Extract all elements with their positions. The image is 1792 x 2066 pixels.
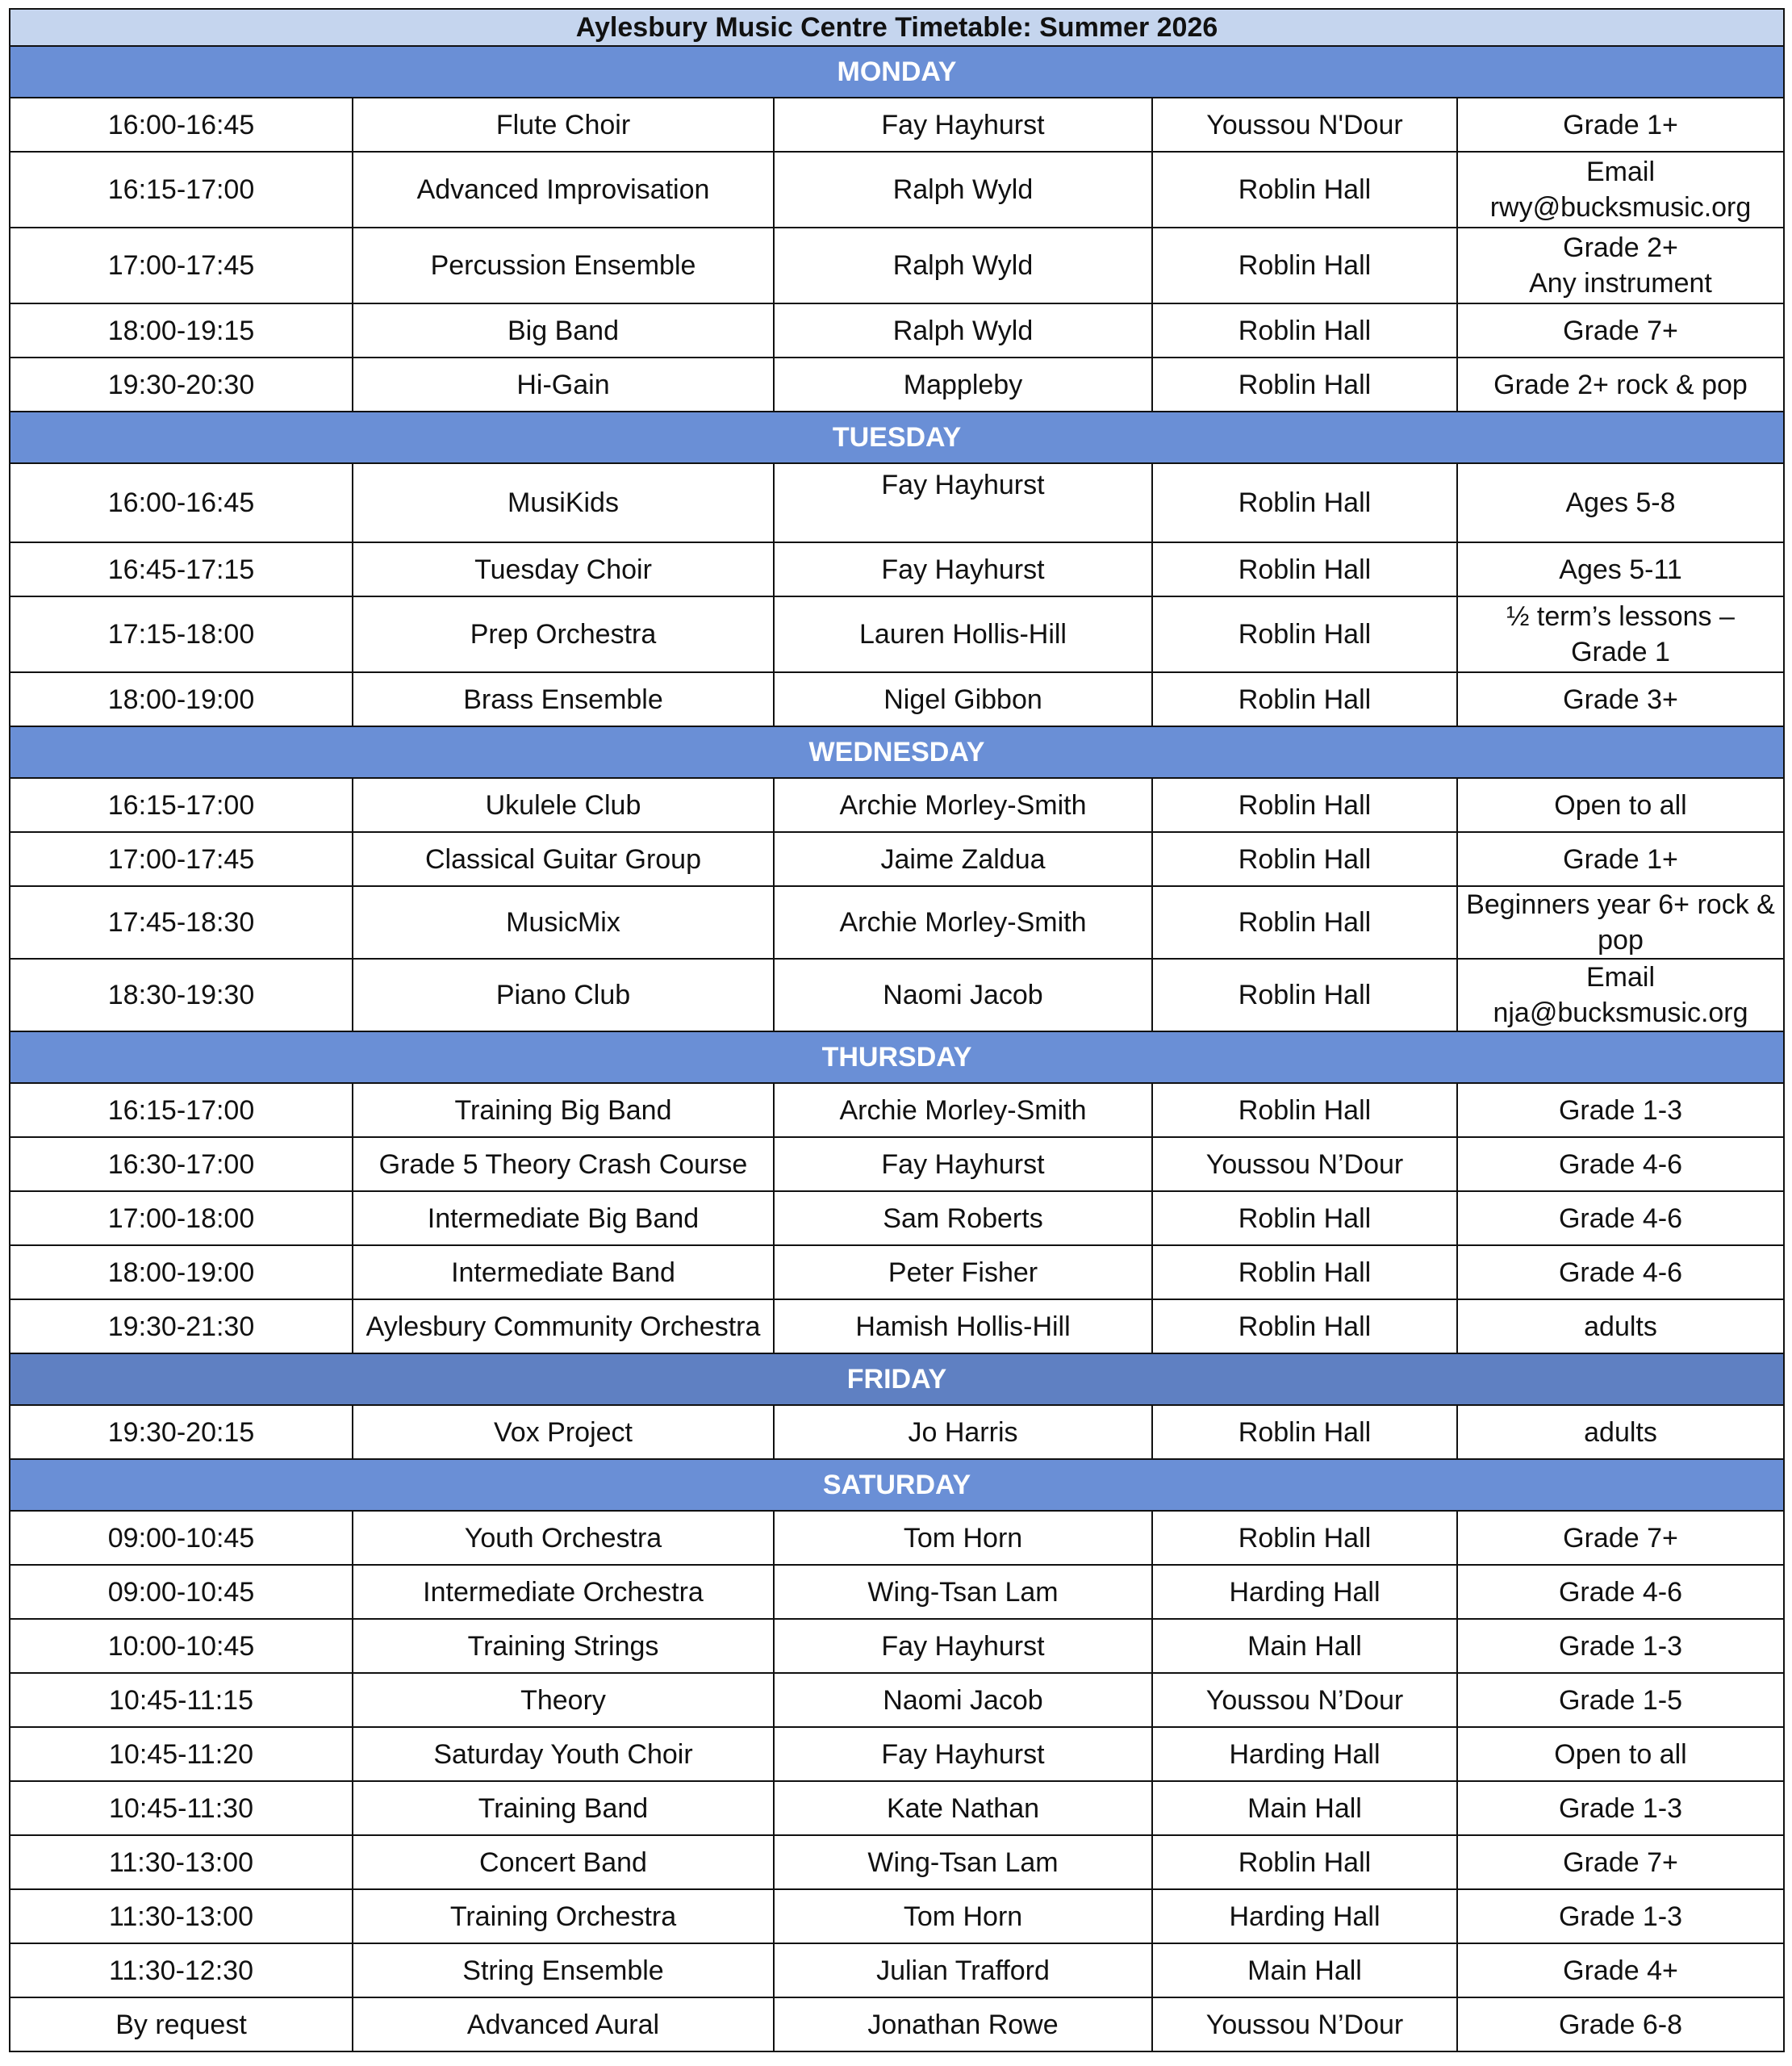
activity-cell: Intermediate Orchestra (353, 1565, 774, 1619)
notes-cell: Ages 5-11 (1457, 542, 1784, 596)
tutor-cell: Mappleby (774, 358, 1152, 412)
table-row (10, 463, 1784, 542)
tutor-cell: Archie Morley-Smith (774, 778, 1152, 832)
table-row (10, 303, 1784, 358)
notes-cell (1457, 152, 1784, 228)
notes-line-2: Grade 1 (1571, 637, 1670, 667)
table-row (10, 778, 1784, 832)
tutor-cell: Jaime Zaldua (774, 832, 1152, 886)
activity-cell: Saturday Youth Choir (353, 1727, 774, 1781)
table-row (10, 1781, 1784, 1835)
activity-cell: Advanced Improvisation (353, 152, 774, 228)
activity-cell: Youth Orchestra (353, 1511, 774, 1565)
activity-cell: Piano Club (353, 959, 774, 1031)
tutor-cell: Wing-Tsan Lam (774, 1835, 1152, 1889)
table-row (10, 1191, 1784, 1245)
activity-cell: Flute Choir (353, 98, 774, 152)
notes-cell: Grade 1-3 (1457, 1889, 1784, 1943)
time-cell: 17:00-17:45 (10, 832, 353, 886)
activity-cell: Classical Guitar Group (353, 832, 774, 886)
table-row (10, 1245, 1784, 1299)
tutor-cell: Tom Horn (774, 1889, 1152, 1943)
venue-cell: Youssou N’Dour (1152, 1137, 1457, 1191)
table-row (10, 98, 1784, 152)
table-row (10, 228, 1784, 303)
activity-cell: Tuesday Choir (353, 542, 774, 596)
tutor-cell: Naomi Jacob (774, 959, 1152, 1031)
notes-cell: Beginners year 6+ rock & pop (1457, 886, 1784, 959)
day-label: MONDAY (10, 46, 1784, 98)
activity-cell: Hi-Gain (353, 358, 774, 412)
day-header-friday (10, 1353, 1784, 1405)
venue-cell: Roblin Hall (1152, 596, 1457, 672)
notes-cell: Grade 4-6 (1457, 1245, 1784, 1299)
time-cell: 17:00-18:00 (10, 1191, 353, 1245)
venue-cell: Roblin Hall (1152, 886, 1457, 959)
venue-cell: Roblin Hall (1152, 959, 1457, 1031)
venue-cell: Roblin Hall (1152, 1191, 1457, 1245)
time-cell: 16:30-17:00 (10, 1137, 353, 1191)
table-row (10, 1565, 1784, 1619)
venue-cell: Main Hall (1152, 1943, 1457, 1997)
time-cell: 18:00-19:15 (10, 303, 353, 358)
activity-cell: Aylesbury Community Orchestra (353, 1299, 774, 1353)
time-cell: 09:00-10:45 (10, 1565, 353, 1619)
table-row (10, 1727, 1784, 1781)
venue-cell: Roblin Hall (1152, 303, 1457, 358)
table-row (10, 1943, 1784, 1997)
table-row (10, 1997, 1784, 2051)
activity-cell: Vox Project (353, 1405, 774, 1459)
venue-cell: Roblin Hall (1152, 672, 1457, 726)
tutor-cell: Kate Nathan (774, 1781, 1152, 1835)
day-header-thursday (10, 1031, 1784, 1083)
tutor-cell: Fay Hayhurst (774, 98, 1152, 152)
activity-cell: Training Band (353, 1781, 774, 1835)
tutor-cell: Tom Horn (774, 1511, 1152, 1565)
time-cell: 11:30-13:00 (10, 1889, 353, 1943)
tutor-cell: Peter Fisher (774, 1245, 1152, 1299)
venue-cell: Roblin Hall (1152, 1245, 1457, 1299)
time-cell: 10:00-10:45 (10, 1619, 353, 1673)
table-row (10, 1835, 1784, 1889)
notes-cell: Grade 1-3 (1457, 1083, 1784, 1137)
table-row (10, 596, 1784, 672)
activity-cell: Theory (353, 1673, 774, 1727)
time-cell: 19:30-21:30 (10, 1299, 353, 1353)
time-cell: 16:15-17:00 (10, 1083, 353, 1137)
time-cell: 18:30-19:30 (10, 959, 353, 1031)
notes-cell: Grade 7+ (1457, 1511, 1784, 1565)
notes-cell: Open to all (1457, 778, 1784, 832)
title-row (10, 9, 1784, 46)
tutor-cell: Archie Morley-Smith (774, 886, 1152, 959)
notes-cell: Grade 4-6 (1457, 1137, 1784, 1191)
activity-cell: String Ensemble (353, 1943, 774, 1997)
tutor-cell: Sam Roberts (774, 1191, 1152, 1245)
activity-cell: Brass Ensemble (353, 672, 774, 726)
table-row (10, 1511, 1784, 1565)
activity-cell: Ukulele Club (353, 778, 774, 832)
table-row (10, 152, 1784, 228)
time-cell: 11:30-13:00 (10, 1835, 353, 1889)
venue-cell: Roblin Hall (1152, 1299, 1457, 1353)
notes-cell: Grade 7+ (1457, 303, 1784, 358)
notes-cell: Grade 3+ (1457, 672, 1784, 726)
time-cell: 18:00-19:00 (10, 1245, 353, 1299)
time-cell: 19:30-20:30 (10, 358, 353, 412)
tutor-cell: Archie Morley-Smith (774, 1083, 1152, 1137)
activity-cell: Concert Band (353, 1835, 774, 1889)
time-cell: 16:00-16:45 (10, 463, 353, 542)
time-cell: 16:45-17:15 (10, 542, 353, 596)
notes-cell: Grade 4-6 (1457, 1191, 1784, 1245)
table-row (10, 1083, 1784, 1137)
time-cell: 16:15-17:00 (10, 778, 353, 832)
tutor-cell: Ralph Wyld (774, 228, 1152, 303)
notes-cell (1457, 228, 1784, 303)
tutor-cell: Jo Harris (774, 1405, 1152, 1459)
notes-cell: Grade 7+ (1457, 1835, 1784, 1889)
tutor-cell: Fay Hayhurst (774, 1137, 1152, 1191)
day-label: THURSDAY (10, 1031, 1784, 1083)
notes-cell (1457, 596, 1784, 672)
venue-cell: Roblin Hall (1152, 228, 1457, 303)
notes-line-1: Grade 2+ (1563, 232, 1678, 263)
table-row (10, 542, 1784, 596)
tutor-cell: Ralph Wyld (774, 303, 1152, 358)
table-row (10, 1137, 1784, 1191)
venue-cell: Roblin Hall (1152, 778, 1457, 832)
table-row (10, 832, 1784, 886)
activity-cell: Training Orchestra (353, 1889, 774, 1943)
activity-cell: Prep Orchestra (353, 596, 774, 672)
venue-cell: Main Hall (1152, 1781, 1457, 1835)
venue-cell: Roblin Hall (1152, 1405, 1457, 1459)
time-cell: 18:00-19:00 (10, 672, 353, 726)
venue-cell: Main Hall (1152, 1619, 1457, 1673)
notes-cell: Grade 1+ (1457, 98, 1784, 152)
tutor-cell: Hamish Hollis-Hill (774, 1299, 1152, 1353)
venue-cell: Harding Hall (1152, 1727, 1457, 1781)
tutor-cell: Naomi Jacob (774, 1673, 1152, 1727)
notes-cell: adults (1457, 1405, 1784, 1459)
time-cell: 10:45-11:30 (10, 1781, 353, 1835)
activity-cell: Training Strings (353, 1619, 774, 1673)
day-header-wednesday (10, 726, 1784, 778)
venue-cell: Youssou N’Dour (1152, 1997, 1457, 2051)
tutor-cell: Fay Hayhurst (774, 1619, 1152, 1673)
time-cell: 10:45-11:15 (10, 1673, 353, 1727)
table-row (10, 1889, 1784, 1943)
day-label: SATURDAY (10, 1459, 1784, 1511)
venue-cell: Roblin Hall (1152, 152, 1457, 228)
time-cell: 10:45-11:20 (10, 1727, 353, 1781)
timetable-table (9, 8, 1785, 2052)
table-row (10, 886, 1784, 959)
time-cell: 17:45-18:30 (10, 886, 353, 959)
activity-cell: Big Band (353, 303, 774, 358)
tutor-cell: Ralph Wyld (774, 152, 1152, 228)
time-cell: 11:30-12:30 (10, 1943, 353, 1997)
table-row (10, 1673, 1784, 1727)
timetable-document (9, 8, 1783, 2052)
day-label: WEDNESDAY (10, 726, 1784, 778)
activity-cell: MusiKids (353, 463, 774, 542)
tutor-cell: Fay Hayhurst (774, 542, 1152, 596)
venue-cell: Roblin Hall (1152, 1835, 1457, 1889)
venue-cell: Roblin Hall (1152, 542, 1457, 596)
tutor-cell: Jonathan Rowe (774, 1997, 1152, 2051)
venue-cell: Roblin Hall (1152, 1511, 1457, 1565)
activity-cell: Percussion Ensemble (353, 228, 774, 303)
day-header-saturday (10, 1459, 1784, 1511)
activity-cell: Intermediate Big Band (353, 1191, 774, 1245)
venue-cell: Harding Hall (1152, 1565, 1457, 1619)
activity-cell: Advanced Aural (353, 1997, 774, 2051)
notes-cell: Grade 1-3 (1457, 1781, 1784, 1835)
day-label: FRIDAY (10, 1353, 1784, 1405)
day-label: TUESDAY (10, 412, 1784, 463)
table-row (10, 1405, 1784, 1459)
notes-line-1: Email (1585, 157, 1656, 187)
venue-cell: Roblin Hall (1152, 358, 1457, 412)
table-row (10, 1299, 1784, 1353)
notes-line-2: Any instrument (1529, 268, 1712, 299)
tutor-cell: Julian Trafford (774, 1943, 1152, 1997)
venue-cell: Roblin Hall (1152, 463, 1457, 542)
time-cell: 19:30-20:15 (10, 1405, 353, 1459)
notes-cell: Grade 6-8 (1457, 1997, 1784, 2051)
notes-cell: Open to all (1457, 1727, 1784, 1781)
table-row (10, 959, 1784, 1031)
venue-cell: Harding Hall (1152, 1889, 1457, 1943)
tutor-cell: Wing-Tsan Lam (774, 1565, 1152, 1619)
notes-cell: Grade 1+ (1457, 832, 1784, 886)
notes-cell: Grade 4-6 (1457, 1565, 1784, 1619)
notes-cell: adults (1457, 1299, 1784, 1353)
activity-cell: MusicMix (353, 886, 774, 959)
notes-cell: Ages 5-8 (1457, 463, 1784, 542)
tutor-cell: Fay Hayhurst (774, 463, 1152, 542)
day-header-tuesday (10, 412, 1784, 463)
tutor-cell: Lauren Hollis-Hill (774, 596, 1152, 672)
notes-cell: Grade 1-3 (1457, 1619, 1784, 1673)
venue-cell: Roblin Hall (1152, 1083, 1457, 1137)
timetable-title: Aylesbury Music Centre Timetable: Summer 2026 (10, 9, 1784, 46)
time-cell: 17:15-18:00 (10, 596, 353, 672)
table-row (10, 672, 1784, 726)
venue-cell: Roblin Hall (1152, 832, 1457, 886)
time-cell: 16:00-16:45 (10, 98, 353, 152)
time-cell: 09:00-10:45 (10, 1511, 353, 1565)
time-cell: By request (10, 1997, 353, 2051)
activity-cell: Training Big Band (353, 1083, 774, 1137)
venue-cell: Youssou N'Dour (1152, 98, 1457, 152)
day-header-monday (10, 46, 1784, 98)
venue-cell: Youssou N’Dour (1152, 1673, 1457, 1727)
table-row (10, 358, 1784, 412)
time-cell: 16:15-17:00 (10, 152, 353, 228)
activity-cell: Grade 5 Theory Crash Course (353, 1137, 774, 1191)
tutor-cell: Fay Hayhurst (774, 1727, 1152, 1781)
notes-line-1: ½ term’s lessons – (1506, 601, 1735, 632)
time-cell: 17:00-17:45 (10, 228, 353, 303)
notes-cell: Grade 1-5 (1457, 1673, 1784, 1727)
notes-line-2: rwy@bucksmusic.org (1489, 192, 1752, 223)
activity-cell: Intermediate Band (353, 1245, 774, 1299)
tutor-cell: Nigel Gibbon (774, 672, 1152, 726)
notes-cell: Grade 2+ rock & pop (1457, 358, 1784, 412)
notes-cell: Grade 4+ (1457, 1943, 1784, 1997)
notes-cell: Email nja@bucksmusic.org (1457, 959, 1784, 1031)
table-row (10, 1619, 1784, 1673)
